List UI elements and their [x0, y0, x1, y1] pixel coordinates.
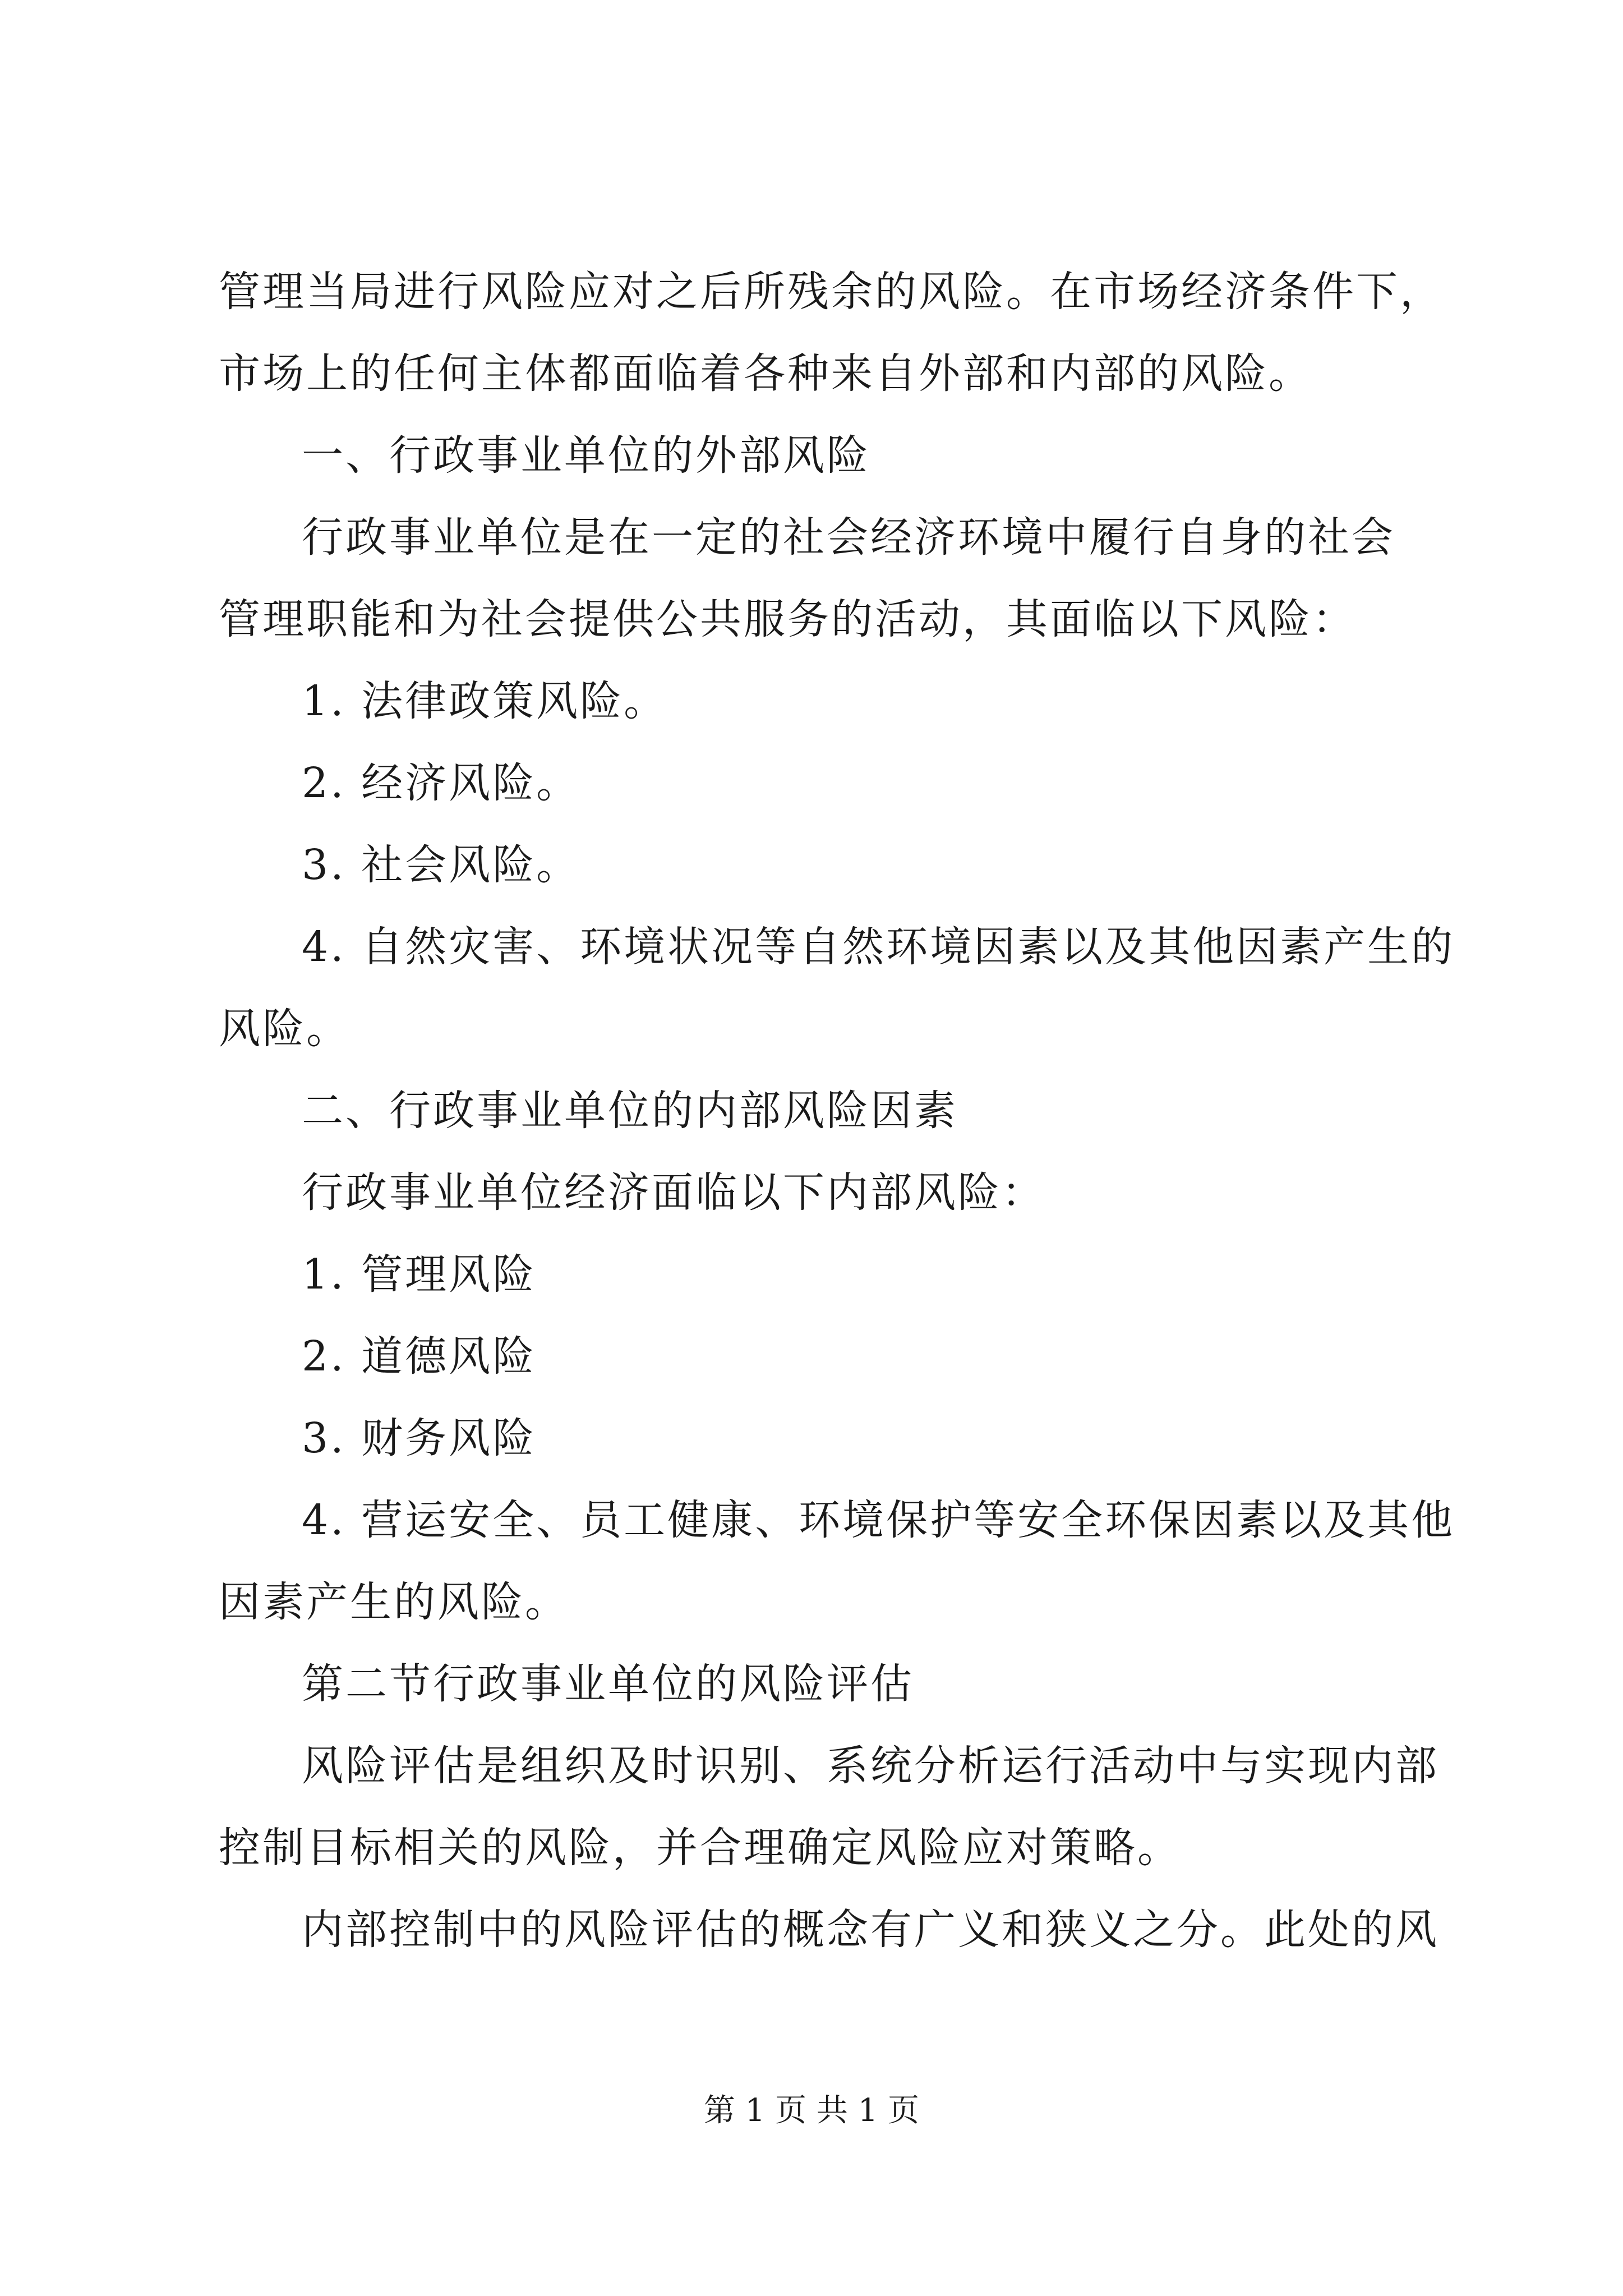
list-item: 2. 道德风险 — [302, 1332, 537, 1381]
body-line: 市场上的任何主体都面临着各种来自外部和内部的风险。 — [219, 349, 1312, 398]
list-item: 4. 自然灾害、环境状况等自然环境因素以及其他因素产生的 — [302, 923, 1455, 971]
body-line: 因素产生的风险。 — [219, 1578, 569, 1626]
list-item: 3. 财务风险 — [302, 1414, 537, 1462]
section-heading: 第二节行政事业单位的风险评估 — [302, 1660, 914, 1708]
list-item: 1. 管理风险 — [302, 1250, 537, 1299]
list-item: 3. 社会风险。 — [302, 841, 580, 889]
body-line: 风险评估是组织及时识别、系统分析运行活动中与实现内部 — [302, 1742, 1439, 1790]
page-footer: 第 1 页 共 1 页 — [703, 2092, 920, 2129]
list-item: 2. 经济风险。 — [302, 759, 580, 807]
list-item: 4. 营运安全、员工健康、环境保护等安全环保因素以及其他 — [302, 1496, 1455, 1544]
body-line: 管理职能和为社会提供公共服务的活动，其面临以下风险： — [219, 595, 1356, 643]
body-line: 风险。 — [219, 1005, 350, 1053]
body-line: 管理当局进行风险应对之后所残余的风险。在市场经济条件下， — [219, 268, 1444, 316]
body-line: 行政事业单位经济面临以下内部风险： — [302, 1168, 1045, 1217]
body-line: 控制目标相关的风险，并合理确定风险应对策略。 — [219, 1824, 1181, 1872]
section-heading: 二、行政事业单位的内部风险因素 — [302, 1087, 958, 1135]
body-line: 行政事业单位是在一定的社会经济环境中履行自身的社会 — [302, 513, 1395, 562]
list-item: 1. 法律政策风险。 — [302, 677, 668, 725]
section-heading: 一、行政事业单位的外部风险 — [302, 431, 870, 480]
body-line: 内部控制中的风险评估的概念有广义和狭义之分。此处的风 — [302, 1906, 1439, 1954]
